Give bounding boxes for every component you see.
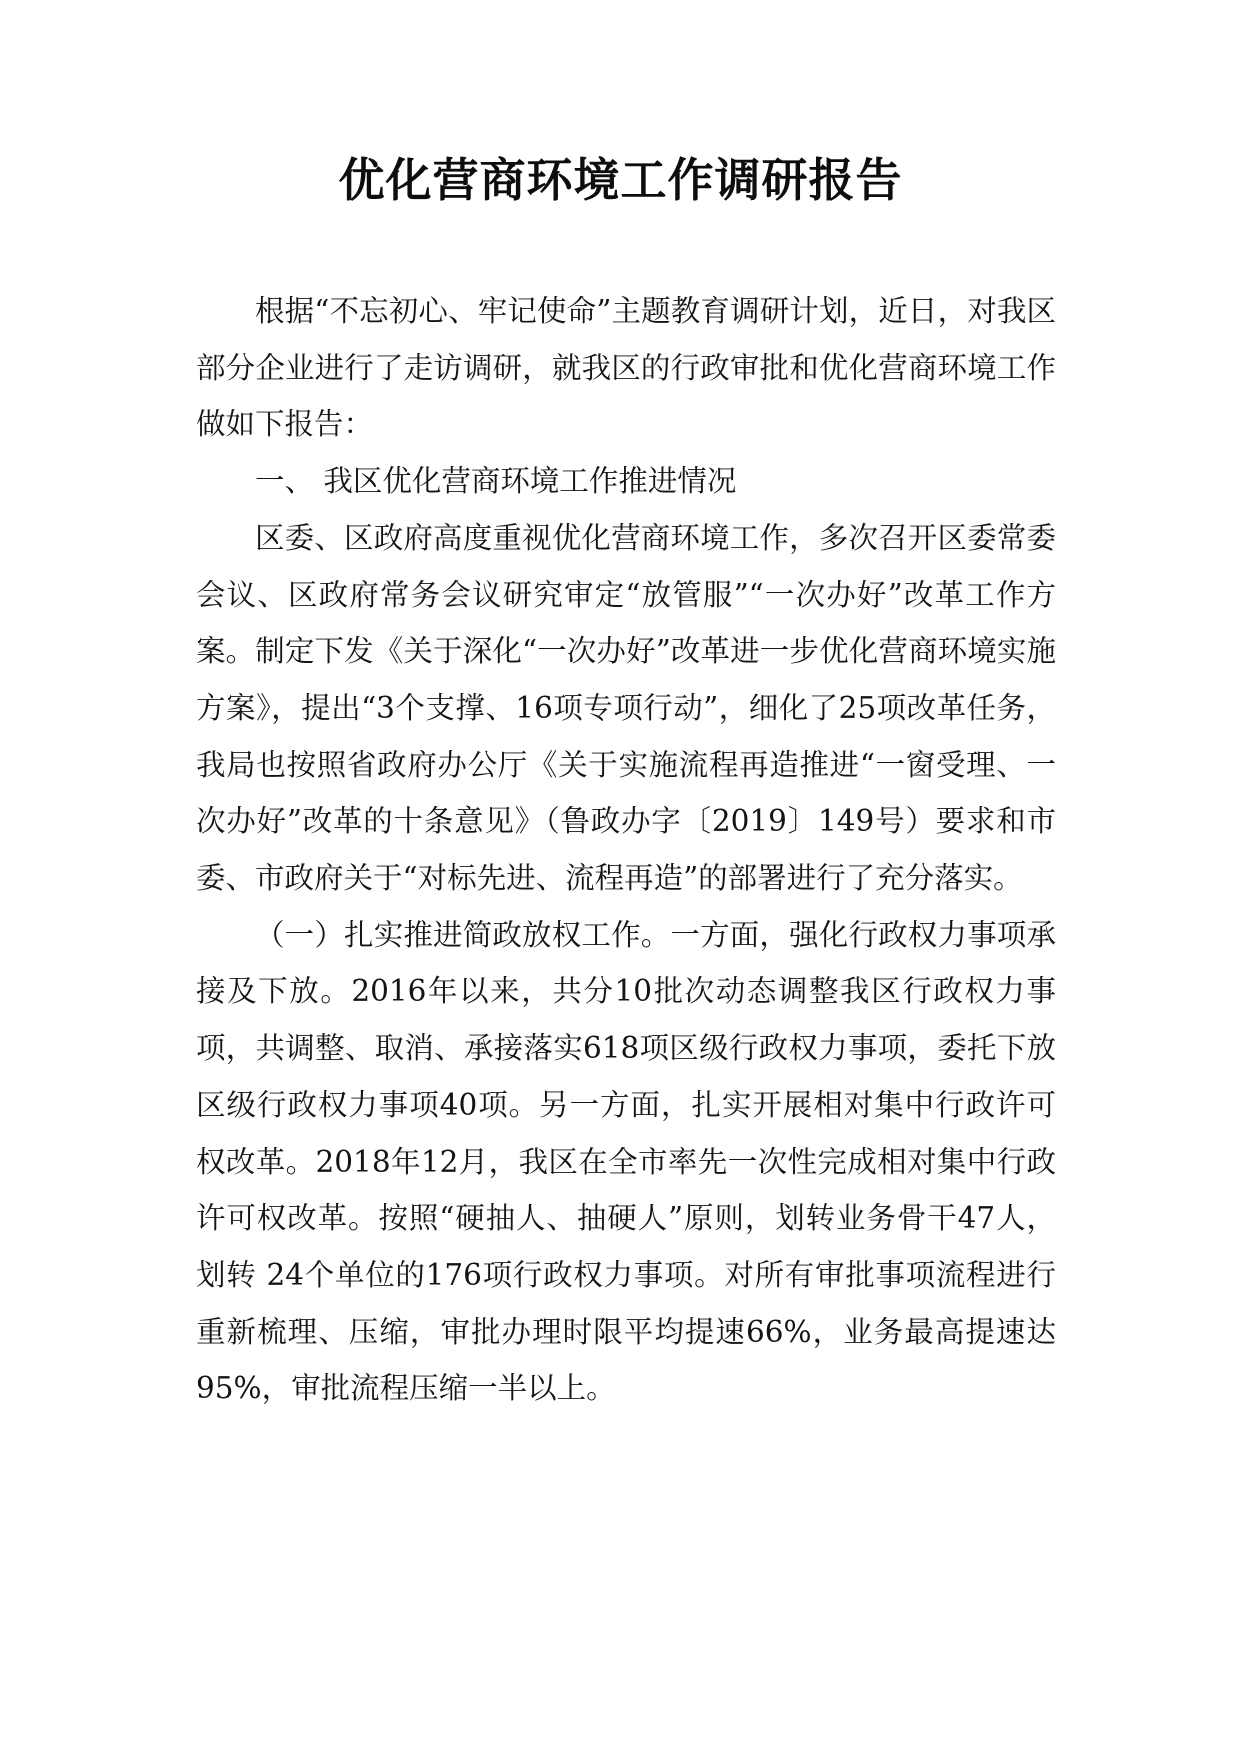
document-body bbox=[196, 283, 1056, 1417]
section-heading: 一、 我区优化营商环境工作推进情况 bbox=[255, 464, 737, 499]
document-title: 优化营商环境工作调研报告 bbox=[338, 153, 903, 207]
subsection-paragraph: （一）扎实推进简政放权工作。一方面，强化行政权力事项承接及下放。2016年以来，共分10批次动态调整我区行政权力事项，共调整、取消、承接落实618项区级行政权力事项，委托下放区级行政权力事项40项。另一方面，扎实开展相对集中行政许可权改革。2018年12月，我区在全市率先一次性完成相对集中行政许可权改革。按照“硬抽人、抽硬人”原则，划转业务骨干47人，划转 24个单位的176项行政权力事项。对所有审批事项流程进行重新梳理、压缩，审批办理时限平均提速66%，业务最高提速达95%，审批流程压缩一半以上。 bbox=[196, 917, 1056, 1406]
intro-paragraph: 根据“不忘初心、牢记使命”主题教育调研计划，近日，对我区部分企业进行了走访调研，就我区的行政审批和优化营商环境工作做如下报告： bbox=[196, 294, 1056, 442]
overview-paragraph: 区委、区政府高度重视优化营商环境工作，多次召开区委常委会议、区政府常务会议研究审定“放管服”“一次办好”改革工作方案。制定下发《关于深化“一次办好”改革进一步优化营商环境实施方案》，提出“3个支撑、16项专项行动”，细化了25项改革任务，我局也按照省政府办公厅《关于实施流程再造推进“一窗受理、一次办好”改革的十条意见》（鲁政办字〔2019〕149号）要求和市委、市政府关于“对标先进、流程再造”的部署进行了充分落实。 bbox=[196, 520, 1056, 896]
